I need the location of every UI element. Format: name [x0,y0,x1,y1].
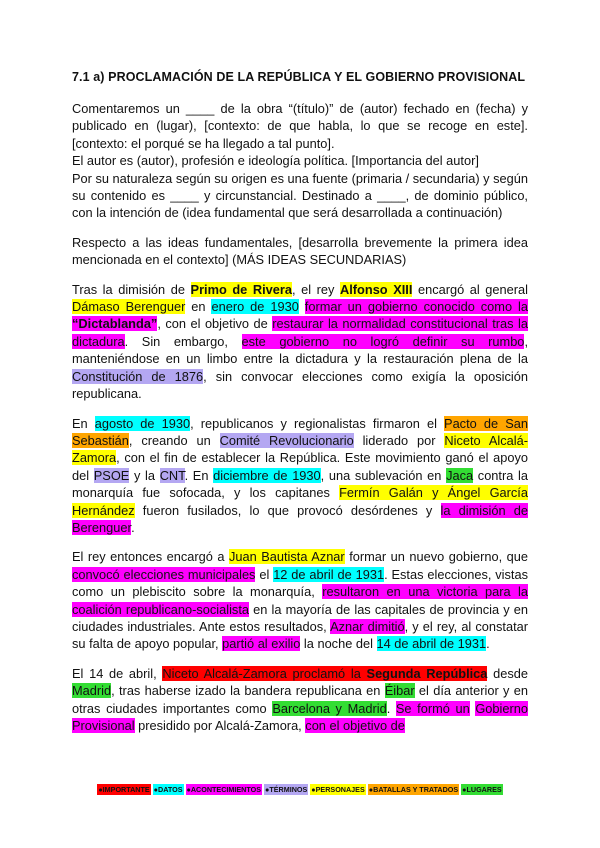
legend-acontecimientos: ●ACONTECIMIENTOS [186,785,262,794]
event-highlight: restaurar la normalidad constitucional tras la dictadura [72,316,528,349]
paragraph-berenguer: Tras la dimisión de Primo de Rivera, el rey Alfonso XIII encargó al general Dámaso Berenguer en enero de 1930 formar un gobierno conocido como la “Dictablanda”, con el objetivo de restaurar la normalidad constitucional tras la dictadura. Sin embargo, este gobierno no logró definir su rumbo, manteniéndose en un limbo entre la dictadura y la restauración plena de la Constitución de 1876, sin convocar elecciones como exigía la oposición republicana. [72,281,529,402]
event-highlight: la dimisión de Berenguer [72,502,529,535]
ideas-paragraph: Respecto a las ideas fundamentales, [desarrolla brevemente la primera idea mencionada en el contexto] (MÁS IDEAS SECUNDARIAS) [72,234,528,268]
place-highlight: Jaca [446,467,474,483]
event-highlight: este gobierno no logró definir su rumbo [241,333,525,349]
important-highlight: Niceto Alcalá-Zamora proclamó la Segunda República [162,665,488,681]
event-highlight: partió al exilio [222,636,301,652]
legend-batallas: ●BATALLAS Y TRATADOS [368,785,459,794]
legend-datos: ●DATOS [153,785,183,794]
place-highlight: Madrid [72,683,112,699]
legend-important: ●IMPORTANTE [98,785,150,794]
legend-lugares: ●LUGARES [462,785,502,794]
date-highlight: diciembre de 1930 [213,467,321,483]
person-highlight: Fermín Galán y Ángel García Hernández [72,485,528,518]
treaty-highlight: Pacto de San Sebastián [72,415,528,448]
event-highlight: formar un gobierno conocido como la [304,299,528,315]
date-highlight: 12 de abril de 1931 [273,566,385,582]
date-highlight: agosto de 1930 [94,415,191,431]
date-highlight: enero de 1930 [211,299,299,315]
event-highlight: convocó elecciones municipales [72,566,256,582]
term-highlight: PSOE [93,467,130,483]
intro-block [72,100,528,222]
person-highlight: Dámaso Berenguer [72,299,186,315]
event-highlight: Gobierno Provisional [72,700,528,733]
person-highlight: Alfonso XIII [340,281,413,297]
person-highlight: Primo de Rivera [190,281,292,297]
event-highlight: “Dictablanda” [72,316,158,332]
paragraph-elecciones: El rey entonces encargó a Juan Bautista Aznar formar un nuevo gobierno, que convocó elecciones municipales el 12 de abril de 1931. Estas elecciones, vistas como un plebiscito sobre la monarquía, resultaron en una victoria para la coalición republicano-socialista en la mayoría de las capitales de provincia y en ciudades industriales. Ante estos resultados, Aznar dimitió, y el rey, al constatar su falta de apoyo popular, partió al exilio la noche del 14 de abril de 1931. [72,549,529,652]
legend-personajes: ●PERSONAJES [311,785,365,794]
event-highlight: con el objetivo de [305,718,405,733]
term-highlight: Comité Revolucionario [219,432,354,448]
color-legend [0,785,600,794]
event-highlight: Se formó un [395,700,470,716]
intro-paragraph-1: Comentaremos un ____ de la obra “(título)” de (autor) fechado en (fecha) y publicado en (lugar), [contexto: de que habla, lo que se recoge en este]. [contexto: el porqué se ha llegado a tal punto]. [72,101,528,151]
person-highlight: Juan Bautista Aznar [228,549,345,565]
date-highlight: 14 de abril de 1931 [376,636,487,652]
intro-paragraph-3: Por su naturaleza según su origen es una fuente (primaria / secundaria) y según su contenido es ____ y circunstancial. Destinado a ____, de dominio público, con la intención de (idea fundamental que será desarrollada a continuación) [72,170,528,221]
event-highlight: resultaron en una victoria para la coalición republicano-socialista [72,584,529,617]
term-highlight: Constitución de 1876 [72,368,204,384]
event-highlight: Aznar dimitió [330,618,405,634]
person-highlight: Niceto Alcalá-Zamora [72,432,528,466]
page-title: 7.1 a) PROCLAMACIÓN DE LA REPÚBLICA Y EL GOBIERNO PROVISIONAL [72,70,526,84]
intro-paragraph-2: El autor es (autor), profesión e ideología política. [Importancia del autor] [72,153,479,169]
paragraph-proclamacion: El 14 de abril, Niceto Alcalá-Zamora proclamó la Segunda República desde Madrid, tras haberse izado la bandera republicana en Éibar el día anterior y en otras ciudades importantes como Barcelona y Madrid. Se formó un Gobierno Provisional presidido por Alcalá-Zamora, con el objetivo de [72,665,528,733]
term-highlight: CNT [159,467,185,483]
legend-terminos: ●TÉRMINOS [265,785,308,794]
place-highlight: Barcelona y Madrid [272,700,387,716]
place-highlight: Éibar [384,683,415,699]
paragraph-pacto: En agosto de 1930, republicanos y regionalistas firmaron el Pacto de San Sebastián, creando un Comité Revolucionario liderado por Niceto Alcalá-Zamora, con el fin de establecer la República. Este movimiento ganó el apoyo del PSOE y la CNT. En diciembre de 1930, una sublevación en Jaca contra la monarquía fue sofocada, y los capitanes Fermín Galán y Ángel García Hernández fueron fusilados, lo que provocó desórdenes y la dimisión de Berenguer. [72,415,529,535]
